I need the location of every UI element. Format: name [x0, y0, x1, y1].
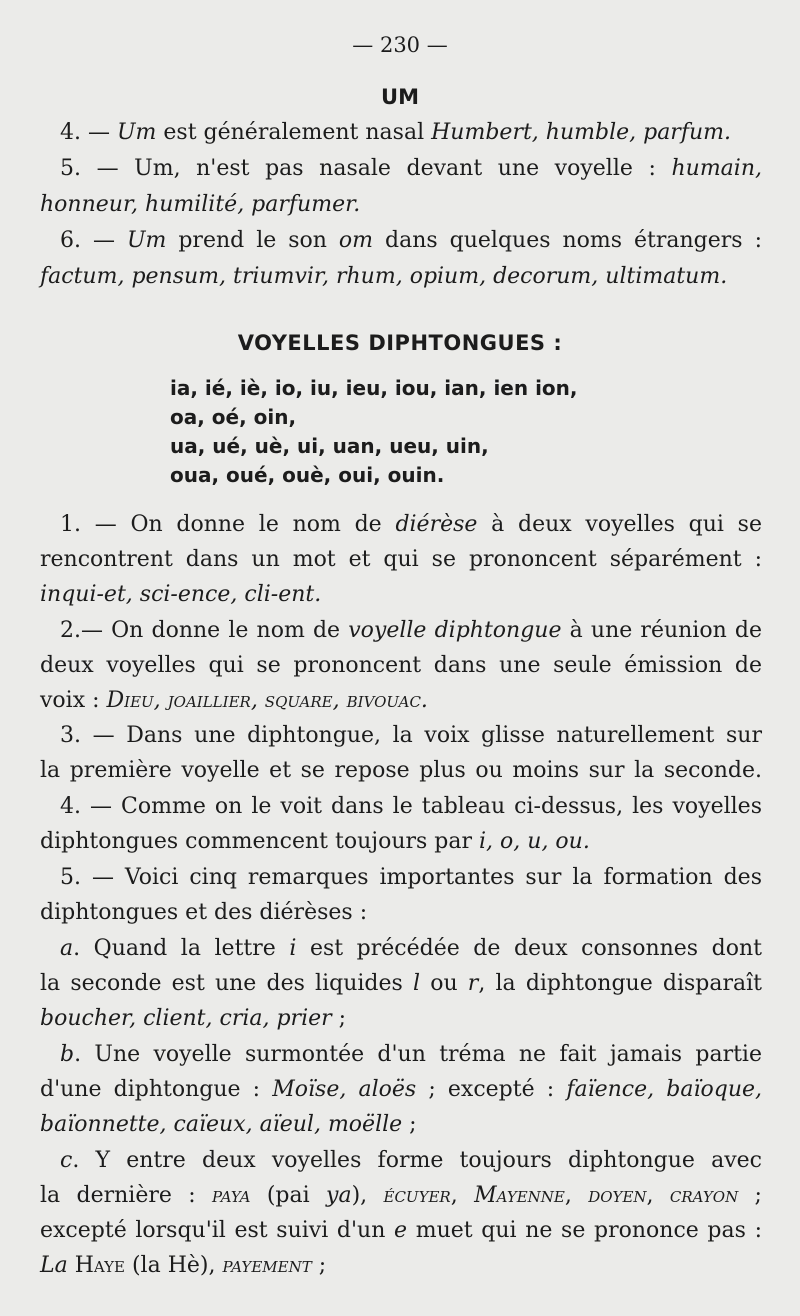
p2-line-1: 2.— On donne le nom de voyelle diphtongue à une réunion de: [60, 618, 763, 643]
diphthong-row-3: ua, ué, uè, ui, uan, ueu, uin,: [170, 434, 489, 458]
um-line-5: factum, pensum, triumvir, rhum, opium, decorum, ultimatum.: [40, 264, 728, 289]
diphthong-row-1: ia, ié, iè, io, iu, ieu, iou, ian, ien ion,: [170, 376, 578, 400]
p1-line-2: rencontrent dans un mot et qui se prononcent séparément :: [40, 547, 762, 572]
p3-line-2: la première voyelle et se repose plus ou moins sur la seconde.: [40, 758, 762, 783]
pc-line-2: la dernière : paya (pai ya), écuyer, Mayenne, doyen, crayon ;: [40, 1183, 762, 1208]
pa-line-3: boucher, client, cria, prier ;: [40, 1006, 347, 1031]
um-line-4: 6. — Um prend le son om dans quelques noms étrangers :: [60, 228, 762, 253]
diphthong-row-4: oua, oué, ouè, oui, ouin.: [170, 463, 445, 487]
um-line-1: 4. — Um est généralement nasal Humbert, humble, parfum.: [60, 120, 731, 145]
heading-um: UM: [381, 85, 419, 109]
pc-line-4: La Haye (la Hè), payement ;: [40, 1253, 327, 1278]
pa-line-2: la seconde est une des liquides l ou r, la diphtongue disparaît: [40, 971, 763, 996]
p3-line-1: 3. — Dans une diphtongue, la voix glisse naturellement sur: [60, 723, 762, 748]
pb-line-3: baïonnette, caïeux, aïeul, moëlle ;: [40, 1112, 417, 1137]
pa-line-1: a. Quand la lettre i est précédée de deux consonnes dont: [60, 936, 762, 961]
heading-voyelles-diphtongues: VOYELLES DIPHTONGUES :: [237, 331, 563, 355]
page-number: — 230 —: [352, 33, 448, 57]
p5-line-2: diphtongues et des diérèses :: [40, 900, 368, 925]
pc-line-1: c. Y entre deux voyelles forme toujours diphtongue avec: [60, 1148, 762, 1173]
pb-line-2: d'une diphtongue : Moïse, aloës ; excepté : faïence, baïoque,: [40, 1077, 763, 1102]
diphthong-row-2: oa, oé, oin,: [170, 405, 297, 429]
um-line-2: 5. — Um, n'est pas nasale devant une voyelle : humain,: [60, 156, 762, 181]
p4-line-2: diphtongues commencent toujours par i, o, u, ou.: [40, 829, 590, 854]
pc-line-3: excepté lorsqu'il est suivi d'un e muet qui ne se prononce pas :: [40, 1218, 762, 1243]
p2-line-2: deux voyelles qui se prononcent dans une seule émission de: [40, 653, 762, 678]
p2-line-3: voix : Dieu, joaillier, square, bivouac.: [40, 688, 428, 713]
pb-line-1: b. Une voyelle surmontée d'un tréma ne fait jamais partie: [60, 1042, 762, 1067]
p5-line-1: 5. — Voici cinq remarques importantes sur la formation des: [60, 865, 762, 890]
p4-line-1: 4. — Comme on le voit dans le tableau ci-dessus, les voyelles: [60, 794, 762, 819]
p1-line-1: 1. — On donne le nom de diérèse à deux voyelles qui se: [60, 512, 762, 537]
um-line-3: honneur, humilité, parfumer.: [40, 192, 361, 217]
p1-line-3: inqui-et, sci-ence, cli-ent.: [40, 582, 322, 607]
